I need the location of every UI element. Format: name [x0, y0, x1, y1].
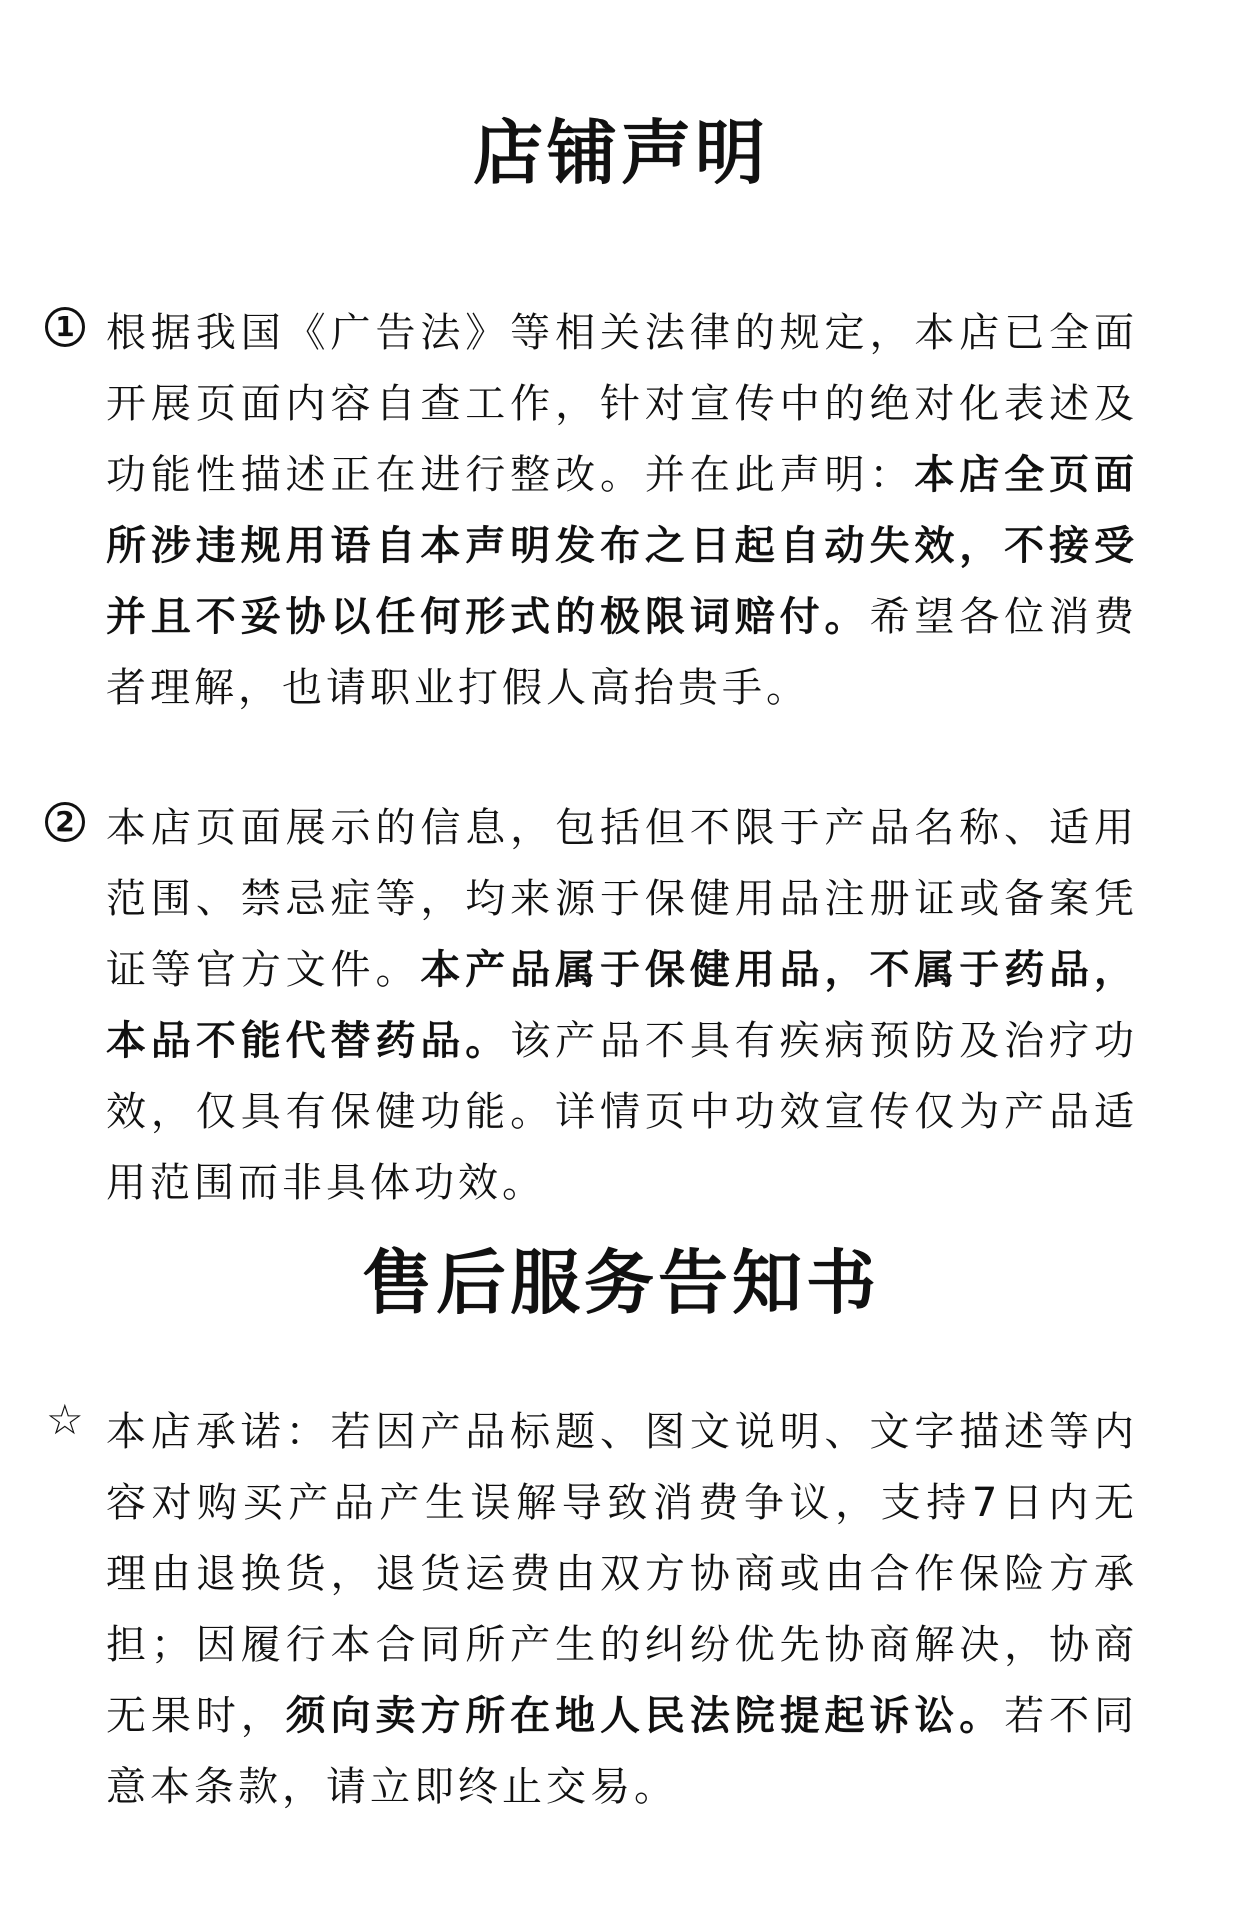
statement-item-2-text-a: 本店页面展示的信息，包括但不限于产品名称、适用范围、禁忌症等，均来源于保健用品注册证或备案凭证等官方文件。 — [106, 805, 1138, 993]
after-sales-title: 售后服务告知书 — [362, 1242, 880, 1324]
after-sales-item-text-b: 若不同意本条款，请立即终止交易。 — [106, 1693, 1139, 1810]
statement-item-1-text-a: 根据我国《广告法》等相关法律的规定，本店已全面开展页面内容自查工作，针对宣传中的绝对化表述及功能性描述正在进行整改。并在此声明： — [106, 310, 1138, 498]
statement-item-1-text — [106, 298, 1138, 724]
circled-number-1-icon: 1 — [45, 303, 85, 347]
after-sales-item-bold: 须向卖方所在地人民法院提起诉讼。 — [285, 1693, 1005, 1739]
after-sales-item-text-a: 本店承诺：若因产品标题、图文说明、文字描述等内容对购买产品产生误解导致消费争议，支持7日内无理由退换货，退货运费由双方协商或由合作保险方承担；因履行本合同所产生的纠纷优先协商解决，协商无果时， — [106, 1409, 1138, 1739]
after-sales-item-text — [106, 1397, 1138, 1823]
statement-item-2-text-b: 该产品不具有疾病预防及治疗功效，仅具有保健功能。详情页中功效宣传仅为产品适用范围而非具体功效。 — [106, 1018, 1139, 1206]
statement-item-1-text-b: 希望各位消费者理解，也请职业打假人高抬贵手。 — [106, 594, 1139, 711]
statement-item-1-bold: 本店全页面所涉违规用语自本声明发布之日起自动失效，不接受并且不妥协以任何形式的极限词赔付。 — [106, 452, 1139, 640]
statement-item-2-text — [106, 793, 1138, 1219]
star-icon: ☆ — [46, 1395, 84, 1444]
circled-number-2-icon: 2 — [45, 798, 85, 842]
statement-item-2-bold: 本产品属于保健用品，不属于药品，本品不能代替药品。 — [106, 947, 1139, 1064]
store-statement-title: 店铺声明 — [473, 112, 769, 194]
